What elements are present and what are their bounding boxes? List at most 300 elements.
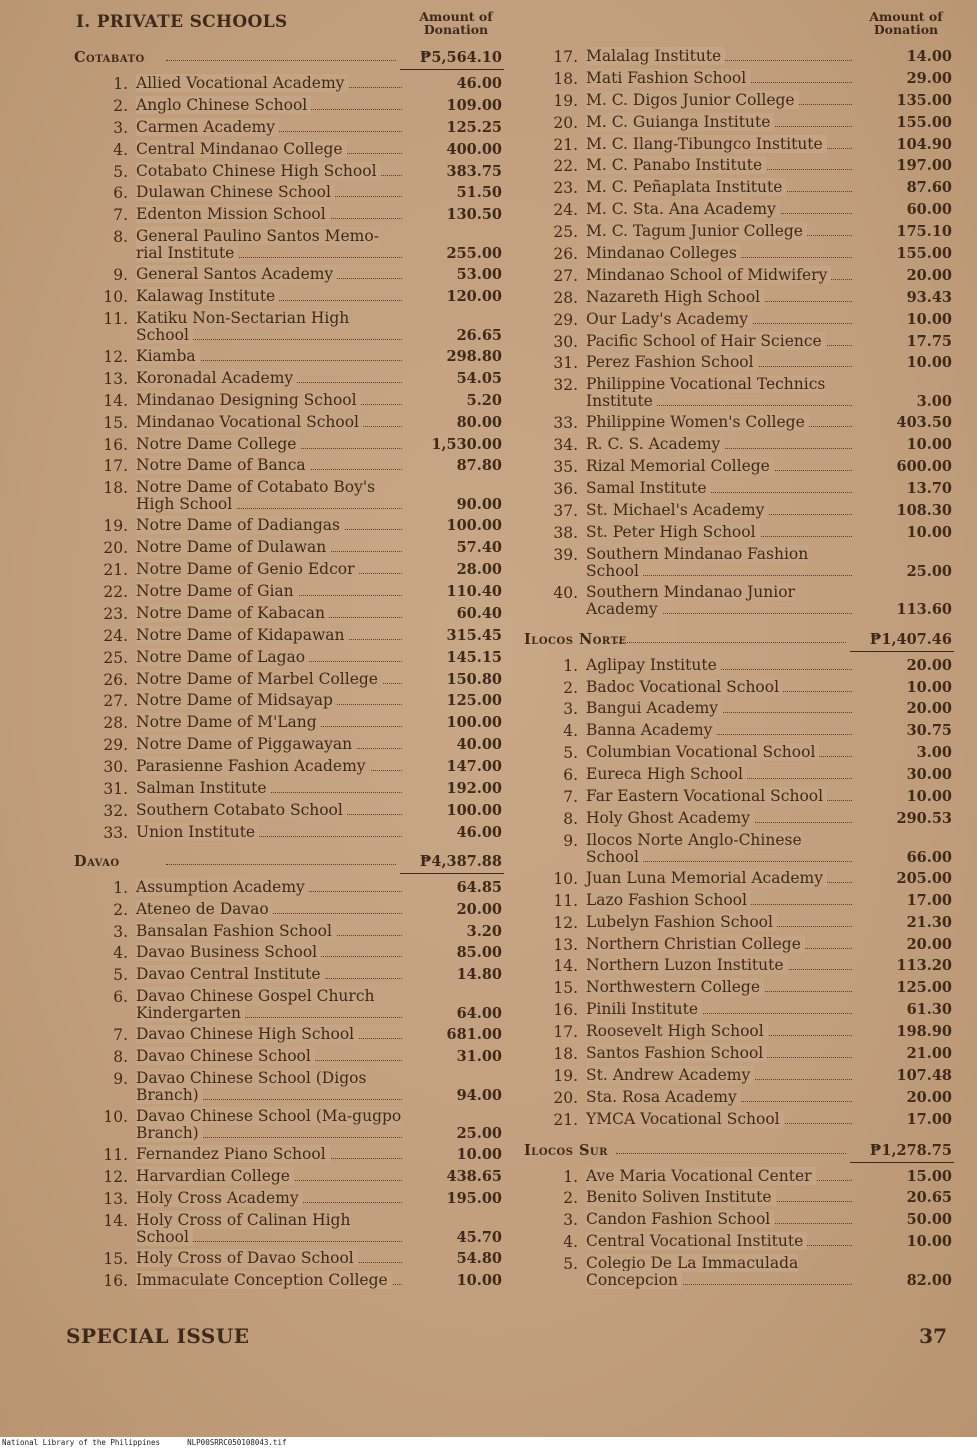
school-row bbox=[520, 1043, 954, 1065]
scan-label-strip bbox=[0, 1437, 977, 1449]
school-number: 19. bbox=[103, 517, 128, 536]
school-row bbox=[520, 677, 954, 699]
donation-amount: 82.00 bbox=[906, 1272, 952, 1290]
school-number: 15. bbox=[103, 413, 128, 432]
school-row bbox=[70, 455, 504, 477]
donation-amount: 60.00 bbox=[906, 201, 952, 219]
donation-amount: 109.00 bbox=[446, 96, 502, 114]
donation-amount: 30.00 bbox=[906, 766, 952, 784]
school-name: Roosevelt High School bbox=[586, 1023, 852, 1040]
school-row bbox=[520, 786, 954, 808]
donation-amount: 25.00 bbox=[906, 562, 952, 580]
school-number: 1. bbox=[563, 656, 578, 675]
school-number: 8. bbox=[113, 1048, 128, 1067]
donation-amount: 20.00 bbox=[456, 900, 502, 918]
donation-amount: 125.25 bbox=[446, 118, 502, 136]
school-name: M. C. Panabo Institute bbox=[586, 157, 852, 174]
school-number: 2. bbox=[563, 1189, 578, 1208]
school-name: M. C. Peñaplata Institute bbox=[586, 179, 852, 196]
school-row bbox=[70, 226, 504, 264]
school-name: Central Vocational Institute bbox=[586, 1233, 852, 1250]
school-row bbox=[70, 964, 504, 986]
school-row bbox=[70, 1166, 504, 1188]
donation-amount: 66.00 bbox=[906, 848, 952, 866]
school-name: Far Eastern Vocational School bbox=[586, 788, 852, 805]
school-row bbox=[520, 1231, 954, 1253]
school-number: 15. bbox=[103, 1249, 128, 1268]
school-name: Notre Dame of Kidapawan bbox=[136, 627, 402, 644]
school-name: Davao Chinese School (Digos Branch) bbox=[136, 1068, 367, 1104]
school-name: Samal Institute bbox=[586, 480, 852, 497]
school-number: 9. bbox=[113, 1069, 128, 1088]
dot-leader bbox=[166, 864, 396, 865]
right-column-header bbox=[520, 8, 954, 46]
school-name: General Paulino Santos Memo-rial Institute bbox=[136, 227, 379, 263]
donation-amount: 30.75 bbox=[906, 722, 952, 740]
donation-amount: 51.50 bbox=[456, 184, 502, 202]
school-number: 1. bbox=[563, 1167, 578, 1186]
school-number: 27. bbox=[553, 266, 578, 285]
donation-amount: 21.30 bbox=[906, 913, 952, 931]
school-name: Philippine Women's College bbox=[586, 414, 852, 431]
school-row bbox=[520, 46, 954, 68]
school-name: Kiamba bbox=[136, 348, 402, 365]
school-name: Bansalan Fashion School bbox=[136, 923, 402, 940]
school-number: 22. bbox=[553, 157, 578, 176]
school-name: Notre Dame of M'Lang bbox=[136, 714, 402, 731]
amount-header: Amount of Donation bbox=[869, 9, 943, 37]
school-number: 32. bbox=[103, 801, 128, 820]
school-name: Southern Cotabato School bbox=[136, 802, 402, 819]
donation-amount: 5.20 bbox=[466, 391, 502, 409]
school-row bbox=[520, 912, 954, 934]
school-name: Central Mindanao College bbox=[136, 141, 402, 158]
donation-amount: 205.00 bbox=[896, 869, 952, 887]
amount-header: Amount of Donation bbox=[419, 9, 493, 37]
school-row bbox=[70, 346, 504, 368]
school-number: 30. bbox=[553, 332, 578, 351]
left-column bbox=[70, 8, 504, 1291]
school-name: St. Michael's Academy bbox=[586, 502, 852, 519]
school-name: Immaculate Conception College bbox=[136, 1272, 402, 1289]
donation-amount: 21.00 bbox=[906, 1044, 952, 1062]
school-row bbox=[70, 1248, 504, 1270]
school-number: 3. bbox=[563, 1211, 578, 1230]
school-row bbox=[70, 161, 504, 183]
school-row bbox=[520, 1166, 954, 1188]
donation-amount: 175.10 bbox=[896, 223, 952, 241]
school-row bbox=[520, 112, 954, 134]
school-number: 18. bbox=[103, 479, 128, 498]
school-number: 9. bbox=[563, 831, 578, 850]
donation-amount: 29.00 bbox=[906, 69, 952, 87]
school-row bbox=[70, 308, 504, 346]
school-number: 8. bbox=[113, 228, 128, 247]
school-number: 14. bbox=[553, 957, 578, 976]
donation-amount: 298.80 bbox=[446, 348, 502, 366]
region-total: ₱4,387.88 bbox=[419, 852, 502, 870]
school-name: Union Institute bbox=[136, 824, 402, 841]
school-name: YMCA Vocational School bbox=[586, 1111, 852, 1128]
school-name: Koronadal Academy bbox=[136, 370, 402, 387]
donation-amount: 28.00 bbox=[456, 561, 502, 579]
school-name: Holy Cross of Davao School bbox=[136, 1250, 402, 1267]
right-column-body bbox=[520, 46, 954, 1291]
donation-amount: 10.00 bbox=[456, 1271, 502, 1289]
school-name: Mindanao Designing School bbox=[136, 392, 402, 409]
school-row bbox=[70, 95, 504, 117]
donation-amount: 104.90 bbox=[896, 135, 952, 153]
donation-amount: 14.00 bbox=[906, 48, 952, 65]
school-number: 9. bbox=[113, 266, 128, 285]
donation-amount: 26.65 bbox=[456, 327, 502, 345]
donation-amount: 17.00 bbox=[906, 891, 952, 909]
donation-amount: 31.00 bbox=[456, 1048, 502, 1066]
donation-amount: 15.00 bbox=[906, 1167, 952, 1185]
school-number: 25. bbox=[553, 223, 578, 242]
school-row bbox=[520, 90, 954, 112]
school-number: 32. bbox=[553, 376, 578, 395]
school-number: 5. bbox=[563, 1255, 578, 1274]
school-number: 13. bbox=[103, 369, 128, 388]
school-name: Sta. Rosa Academy bbox=[586, 1089, 852, 1106]
school-row bbox=[70, 1210, 504, 1248]
school-row bbox=[70, 286, 504, 308]
school-name: Edenton Mission School bbox=[136, 206, 402, 223]
donation-amount: 10.00 bbox=[906, 678, 952, 696]
school-row bbox=[70, 690, 504, 712]
school-name: Dulawan Chinese School bbox=[136, 184, 402, 201]
school-number: 26. bbox=[103, 670, 128, 689]
school-name: Davao Central Institute bbox=[136, 966, 402, 983]
school-name: Notre Dame of Midsayap bbox=[136, 692, 402, 709]
school-number: 28. bbox=[103, 714, 128, 733]
school-row bbox=[520, 582, 954, 620]
school-number: 20. bbox=[553, 113, 578, 132]
school-number: 21. bbox=[553, 1110, 578, 1129]
donation-amount: 155.00 bbox=[896, 113, 952, 131]
left-column-header bbox=[70, 8, 504, 46]
donation-amount: 100.00 bbox=[446, 517, 502, 535]
donation-amount: 100.00 bbox=[446, 801, 502, 819]
school-number: 4. bbox=[563, 722, 578, 741]
school-row bbox=[70, 139, 504, 161]
donation-amount: 87.60 bbox=[906, 179, 952, 197]
donation-amount: 10.00 bbox=[906, 788, 952, 806]
school-name: Northwestern College bbox=[586, 979, 852, 996]
left-column-body bbox=[70, 46, 504, 1291]
school-row bbox=[520, 155, 954, 177]
donation-amount: 46.00 bbox=[456, 75, 502, 92]
school-name: General Santos Academy bbox=[136, 266, 402, 283]
school-number: 6. bbox=[563, 766, 578, 785]
school-number: 28. bbox=[553, 288, 578, 307]
donation-amount: 20.00 bbox=[906, 266, 952, 284]
total-rule bbox=[400, 873, 504, 874]
school-row bbox=[70, 778, 504, 800]
dot-leader bbox=[616, 1153, 846, 1154]
donation-amount: 400.00 bbox=[446, 140, 502, 158]
school-row bbox=[70, 734, 504, 756]
donation-amount: 10.00 bbox=[906, 436, 952, 454]
school-row bbox=[70, 581, 504, 603]
donation-amount: 147.00 bbox=[446, 758, 502, 776]
school-row bbox=[520, 655, 954, 677]
donation-amount: 17.75 bbox=[906, 332, 952, 350]
school-name: Ilocos Norte Anglo-Chinese School bbox=[586, 830, 802, 866]
region-name: Davao bbox=[74, 852, 120, 870]
donation-amount: 25.00 bbox=[456, 1124, 502, 1142]
dot-leader bbox=[616, 642, 846, 643]
school-number: 7. bbox=[113, 1026, 128, 1045]
school-row bbox=[70, 368, 504, 390]
school-number: 4. bbox=[113, 140, 128, 159]
school-number: 11. bbox=[553, 891, 578, 910]
school-row bbox=[70, 73, 504, 95]
donation-amount: 94.00 bbox=[456, 1086, 502, 1104]
school-name: Southern Mindanao Junior Academy bbox=[586, 582, 795, 618]
donation-amount: 438.65 bbox=[446, 1167, 502, 1185]
school-row bbox=[520, 1021, 954, 1043]
school-number: 15. bbox=[553, 979, 578, 998]
school-name: Rizal Memorial College bbox=[586, 458, 852, 475]
donation-amount: 90.00 bbox=[456, 496, 502, 514]
school-name: Candon Fashion School bbox=[586, 1211, 852, 1228]
school-name: Cotabato Chinese High School bbox=[136, 163, 402, 180]
school-number: 12. bbox=[103, 348, 128, 367]
school-number: 16. bbox=[553, 1001, 578, 1020]
school-row bbox=[520, 68, 954, 90]
donation-amount: 108.30 bbox=[896, 501, 952, 519]
school-number: 14. bbox=[103, 391, 128, 410]
school-name: Notre Dame of Lagao bbox=[136, 649, 402, 666]
school-row bbox=[70, 1270, 504, 1292]
school-number: 36. bbox=[553, 480, 578, 499]
donation-amount: 120.00 bbox=[446, 288, 502, 306]
school-row bbox=[70, 1068, 504, 1106]
page-number: 37 bbox=[919, 1324, 947, 1348]
donation-amount: 45.70 bbox=[456, 1228, 502, 1246]
school-row bbox=[520, 764, 954, 786]
school-row bbox=[520, 934, 954, 956]
school-name: Northern Luzon Institute bbox=[586, 957, 852, 974]
school-number: 6. bbox=[113, 184, 128, 203]
school-number: 8. bbox=[563, 809, 578, 828]
school-row bbox=[70, 1188, 504, 1210]
school-name: Holy Ghost Academy bbox=[586, 810, 852, 827]
donation-amount: 10.00 bbox=[906, 310, 952, 328]
school-row bbox=[70, 559, 504, 581]
school-number: 18. bbox=[553, 69, 578, 88]
school-number: 1. bbox=[113, 75, 128, 93]
school-row bbox=[520, 478, 954, 500]
school-name: Philippine Vocational Technics Institute bbox=[586, 375, 826, 411]
school-number: 40. bbox=[553, 583, 578, 602]
school-name: Perez Fashion School bbox=[586, 354, 852, 371]
school-number: 12. bbox=[553, 913, 578, 932]
donation-amount: 155.00 bbox=[896, 245, 952, 263]
school-number: 17. bbox=[553, 1023, 578, 1042]
school-row bbox=[520, 830, 954, 868]
donation-amount: 54.80 bbox=[456, 1249, 502, 1267]
school-name: Santos Fashion School bbox=[586, 1045, 852, 1062]
school-name: Lazo Fashion School bbox=[586, 892, 852, 909]
school-row bbox=[520, 177, 954, 199]
school-number: 17. bbox=[553, 48, 578, 66]
school-number: 37. bbox=[553, 501, 578, 520]
region-header bbox=[70, 46, 504, 68]
donation-amount: 3.20 bbox=[466, 922, 502, 940]
school-name: Colegio De La Immaculada Concepcion bbox=[586, 1254, 799, 1290]
school-number: 21. bbox=[553, 135, 578, 154]
total-rule bbox=[850, 651, 954, 652]
school-name: Notre Dame of Marbel College bbox=[136, 671, 402, 688]
school-row bbox=[520, 720, 954, 742]
school-name: Assumption Academy bbox=[136, 879, 402, 896]
school-row bbox=[520, 221, 954, 243]
school-number: 22. bbox=[103, 583, 128, 602]
school-name: Banna Academy bbox=[586, 722, 852, 739]
school-name: Parasienne Fashion Academy bbox=[136, 758, 402, 775]
school-row bbox=[520, 868, 954, 890]
school-row bbox=[70, 434, 504, 456]
school-number: 39. bbox=[553, 545, 578, 564]
school-number: 3. bbox=[563, 700, 578, 719]
school-number: 29. bbox=[553, 310, 578, 329]
donation-amount: 14.80 bbox=[456, 966, 502, 984]
school-row bbox=[520, 1209, 954, 1231]
school-number: 2. bbox=[563, 678, 578, 697]
school-name: Harvardian College bbox=[136, 1168, 402, 1185]
school-number: 14. bbox=[103, 1211, 128, 1230]
donation-amount: 10.00 bbox=[906, 1233, 952, 1251]
school-name: Davao Chinese School bbox=[136, 1048, 402, 1065]
school-row bbox=[520, 890, 954, 912]
donation-amount: 383.75 bbox=[446, 162, 502, 180]
school-number: 10. bbox=[103, 1107, 128, 1126]
school-row bbox=[70, 877, 504, 899]
school-row bbox=[520, 999, 954, 1021]
school-number: 11. bbox=[103, 310, 128, 329]
school-name: Katiku Non-Sectarian High School bbox=[136, 309, 350, 345]
total-rule bbox=[400, 69, 504, 70]
school-row bbox=[70, 712, 504, 734]
donation-amount: 64.85 bbox=[456, 878, 502, 896]
school-name: Davao Chinese Gospel Church Kindergarten bbox=[136, 987, 375, 1023]
donation-amount: 198.90 bbox=[896, 1023, 952, 1041]
school-name: Columbian Vocational School bbox=[586, 744, 852, 761]
school-number: 2. bbox=[113, 900, 128, 919]
donation-amount: 93.43 bbox=[906, 288, 952, 306]
school-name: Anglo Chinese School bbox=[136, 97, 402, 114]
school-row bbox=[70, 1024, 504, 1046]
donation-amount: 10.00 bbox=[906, 523, 952, 541]
region-header bbox=[520, 628, 954, 650]
school-name: Pinili Institute bbox=[586, 1001, 852, 1018]
section-title: I. PRIVATE SCHOOLS bbox=[76, 12, 288, 32]
school-number: 24. bbox=[553, 201, 578, 220]
school-name: Southern Mindanao Fashion School bbox=[586, 544, 809, 580]
school-row bbox=[520, 698, 954, 720]
school-row bbox=[70, 117, 504, 139]
school-number: 19. bbox=[553, 1066, 578, 1085]
donation-amount: 255.00 bbox=[446, 245, 502, 263]
school-number: 34. bbox=[553, 436, 578, 455]
school-row bbox=[520, 352, 954, 374]
school-name: Notre Dame of Banca bbox=[136, 457, 402, 474]
school-row bbox=[70, 1106, 504, 1144]
school-row bbox=[520, 199, 954, 221]
issue-label: SPECIAL ISSUE bbox=[66, 1324, 250, 1348]
school-number: 1. bbox=[113, 878, 128, 897]
school-name: Pacific School of Hair Science bbox=[586, 333, 852, 350]
school-number: 33. bbox=[553, 414, 578, 433]
school-row bbox=[520, 374, 954, 412]
school-row bbox=[70, 204, 504, 226]
school-number: 7. bbox=[113, 206, 128, 225]
donation-amount: 17.00 bbox=[906, 1110, 952, 1128]
region-name: Cotabato bbox=[74, 49, 145, 66]
donation-amount: 57.40 bbox=[456, 539, 502, 557]
school-row bbox=[70, 986, 504, 1024]
school-row bbox=[70, 182, 504, 204]
school-name: Juan Luna Memorial Academy bbox=[586, 870, 852, 887]
donation-amount: 10.00 bbox=[456, 1145, 502, 1163]
school-row bbox=[520, 1187, 954, 1209]
dot-leader bbox=[166, 60, 396, 61]
school-row bbox=[520, 134, 954, 156]
school-number: 5. bbox=[113, 162, 128, 181]
school-number: 31. bbox=[553, 354, 578, 373]
school-name: M. C. Guianga Institute bbox=[586, 114, 852, 131]
school-number: 6. bbox=[113, 988, 128, 1007]
donation-amount: 20.00 bbox=[906, 1088, 952, 1106]
school-name: Aglipay Institute bbox=[586, 657, 852, 674]
school-number: 35. bbox=[553, 458, 578, 477]
donation-amount: 3.00 bbox=[916, 744, 952, 762]
school-number: 2. bbox=[113, 96, 128, 115]
school-number: 13. bbox=[103, 1189, 128, 1208]
school-number: 5. bbox=[113, 966, 128, 985]
school-number: 33. bbox=[103, 823, 128, 842]
school-name: Notre Dame of Genio Edcor bbox=[136, 561, 402, 578]
donation-amount: 50.00 bbox=[906, 1211, 952, 1229]
donation-amount: 40.00 bbox=[456, 736, 502, 754]
school-row bbox=[70, 537, 504, 559]
school-name: Ave Maria Vocational Center bbox=[586, 1168, 852, 1185]
school-name: Holy Cross of Calinan High School bbox=[136, 1210, 351, 1246]
school-name: Notre Dame of Piggawayan bbox=[136, 736, 402, 753]
school-number: 16. bbox=[103, 1271, 128, 1290]
school-name: Notre Dame College bbox=[136, 436, 402, 453]
school-number: 10. bbox=[103, 288, 128, 307]
donation-amount: 150.80 bbox=[446, 670, 502, 688]
school-row bbox=[520, 1109, 954, 1131]
donation-amount: 192.00 bbox=[446, 780, 502, 798]
school-name: Davao Chinese School (Ma-gugpo Branch) bbox=[136, 1106, 402, 1142]
school-number: 13. bbox=[553, 935, 578, 954]
school-row bbox=[70, 669, 504, 691]
school-name: M. C. Ilang-Tibungco Institute bbox=[586, 136, 852, 153]
donation-amount: 145.15 bbox=[446, 648, 502, 666]
school-row bbox=[70, 1144, 504, 1166]
school-number: 29. bbox=[103, 736, 128, 755]
donation-amount: 600.00 bbox=[896, 458, 952, 476]
school-row bbox=[520, 1253, 954, 1291]
school-name: Davao Chinese High School bbox=[136, 1026, 402, 1043]
school-row bbox=[70, 477, 504, 515]
school-row bbox=[70, 515, 504, 537]
